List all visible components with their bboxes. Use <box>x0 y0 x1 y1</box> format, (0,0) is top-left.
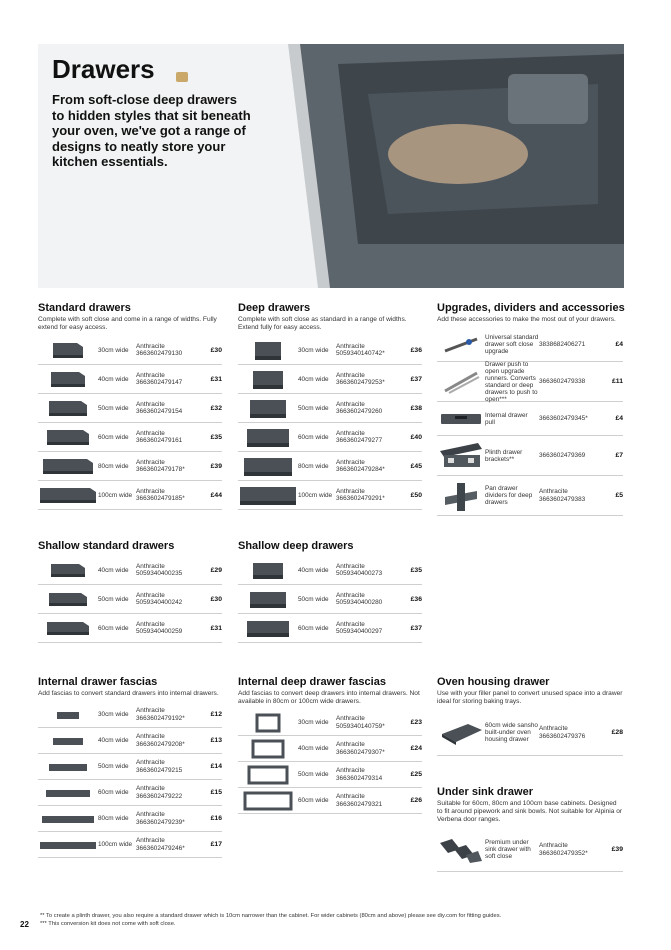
deep-drawer-icon <box>238 338 298 362</box>
internal-deep-fascias-section <box>238 676 422 814</box>
product-row: 50cm wide Anthracite 3663602479314 £25 <box>238 762 422 788</box>
product-row: 60cm wide Anthracite 5059340400297 £37 <box>238 614 422 643</box>
product-row: Premium under sink drawer with soft close Anthracite 3663602479352* £39 <box>437 828 623 872</box>
deep-fascia-icon <box>238 737 298 761</box>
product-row: 40cm wide Anthracite 5059340400235 £29 <box>38 556 222 585</box>
product-row: 40cm wide Anthracite 3663602479208* £13 <box>38 728 222 754</box>
product-row: 60cm wide Anthracite 3663602479222 £15 <box>38 780 222 806</box>
deep-drawer-icon <box>238 483 298 507</box>
price: £7 <box>615 452 623 459</box>
drawer-pull-icon <box>437 407 485 431</box>
drawer-icon <box>38 587 98 611</box>
product-row: 50cm wide Anthracite 3663602479260 £38 <box>238 394 422 423</box>
deep-drawer-icon <box>238 616 298 640</box>
drawer-icon <box>38 425 98 449</box>
product-row: 80cm wide Anthracite 3663602479284* £45 <box>238 452 422 481</box>
product-row: Drawer push to open upgrade runners. Converts standard or deep drawers to push to open*** 3663602479338 £11 <box>437 362 623 402</box>
product-row: 50cm wide Anthracite 5059340400280 £36 <box>238 585 422 614</box>
price: £25 <box>410 771 422 778</box>
fascia-icon <box>38 755 98 779</box>
price: £26 <box>410 797 422 804</box>
product-row: 30cm wide Anthracite 3663602479130 £30 <box>38 336 222 365</box>
standard-drawers-section <box>38 302 222 510</box>
section-title: Shallow standard drawers <box>38 540 175 552</box>
product-row: 50cm wide Anthracite 5059340400242 £30 <box>38 585 222 614</box>
drawer-icon <box>38 367 98 391</box>
product-row: 50cm wide Anthracite 3663602479154 £32 <box>38 394 222 423</box>
section-description: Complete with soft close and come in a range of widths. Fully extend for easy access. <box>38 316 217 331</box>
section-description: Suitable for 60cm, 80cm and 100cm base cabinets. Designed to fit around pipework and sink bowls. Not suitable for Alpinia or Verbena door ranges. <box>437 800 623 823</box>
price: £37 <box>410 375 422 383</box>
price: £29 <box>210 566 222 574</box>
price: £16 <box>210 815 222 822</box>
product-row: 80cm wide Anthracite 3663602479178* £39 <box>38 452 222 481</box>
pan-divider-icon <box>437 484 485 508</box>
price: £35 <box>410 566 422 574</box>
hero-intro: From soft-close deep drawers to hidden styles that sit beneath your oven, we've got a range of designs to neatly store your kitchen essentials. <box>52 92 251 169</box>
section-title: Internal drawer fascias <box>38 676 158 688</box>
price: £30 <box>210 346 222 354</box>
product-row: 60cm wide Anthracite 3663602479277 £40 <box>238 423 422 452</box>
page-title: Drawers <box>52 54 155 84</box>
sink-drawer-icon <box>437 838 485 862</box>
price: £13 <box>210 737 222 744</box>
deep-drawer-icon <box>238 558 298 582</box>
plinth-bracket-icon <box>437 444 485 468</box>
section-description: Add these accessories to make the most out of your drawers. <box>437 316 616 323</box>
price: £44 <box>210 491 222 499</box>
price: £24 <box>410 745 422 752</box>
product-row: Universal standard drawer soft close upgrade 3838682406271 £4 <box>437 328 623 362</box>
drawer-icon <box>38 396 98 420</box>
section-title: Internal deep drawer fascias <box>238 676 386 688</box>
footnote-conversion: *** This conversion kit does not come with soft close. <box>40 921 176 927</box>
section-description: Complete with soft close as standard in a range of widths. Extend fully for easy access. <box>238 316 407 331</box>
oven-tray-icon <box>437 721 485 745</box>
section-title: Oven housing drawer <box>437 676 550 688</box>
product-row: 60cm wide Anthracite 5059340400259 £31 <box>38 614 222 643</box>
deep-drawer-icon <box>238 587 298 611</box>
product-row: 50cm wide Anthracite 3663602479215 £14 <box>38 754 222 780</box>
price: £39 <box>210 462 222 470</box>
price: £35 <box>210 433 222 441</box>
deep-fascia-icon <box>238 763 298 787</box>
drawer-icon <box>38 454 98 478</box>
product-row: 60cm wide Anthracite 3663602479161 £35 <box>38 423 222 452</box>
price: £15 <box>210 789 222 796</box>
section-title: Standard drawers <box>38 302 131 314</box>
runner-icon <box>437 370 485 394</box>
price: £37 <box>410 624 422 632</box>
fascia-icon <box>38 807 98 831</box>
price: £28 <box>611 729 623 736</box>
section-title: Shallow deep drawers <box>238 540 354 552</box>
product-row: 100cm wide Anthracite 3663602479291* £50 <box>238 481 422 510</box>
drawer-icon <box>38 616 98 640</box>
deep-drawer-icon <box>238 367 298 391</box>
under-sink-section <box>437 786 623 872</box>
price: £31 <box>210 375 222 383</box>
drawer-icon <box>38 483 98 507</box>
product-row: 40cm wide Anthracite 3663602479253* £37 <box>238 365 422 394</box>
section-title: Deep drawers <box>238 302 311 314</box>
price: £4 <box>615 341 623 348</box>
price: £4 <box>615 415 623 422</box>
price: £39 <box>611 846 623 853</box>
section-description: Use with your filler panel to convert unused space into a drawer ideal for storing baking trays. <box>437 690 623 705</box>
deep-drawer-icon <box>238 425 298 449</box>
product-row: 30cm wide Anthracite 5059340140759* £23 <box>238 710 422 736</box>
price: £11 <box>612 378 623 385</box>
product-row: 60cm wide sansho built-under oven housing drawer Anthracite 3663602479376 £28 <box>437 710 623 756</box>
price: £32 <box>210 404 222 412</box>
oven-housing-section <box>437 676 623 756</box>
price: £23 <box>410 719 422 726</box>
product-row: 100cm wide Anthracite 3663602479246* £17 <box>38 832 222 858</box>
product-row: 40cm wide Anthracite 3663602479147 £31 <box>38 365 222 394</box>
price: £30 <box>210 595 222 603</box>
fascia-icon <box>38 729 98 753</box>
product-row: 40cm wide Anthracite 5059340400273 £35 <box>238 556 422 585</box>
fascia-icon <box>38 833 98 857</box>
price: £45 <box>410 462 422 470</box>
product-row: Internal drawer pull 3663602479345* £4 <box>437 402 623 436</box>
upgrades-section <box>437 302 623 516</box>
price: £14 <box>210 763 222 770</box>
deep-fascia-icon <box>238 711 298 735</box>
section-description: Add fascias to convert deep drawers into internal drawers. Not available in 80cm or 100cm wide drawers. <box>238 690 420 705</box>
footnote-plinth: ** To create a plinth drawer, you also require a standard drawer which is 10cm narrower than the cabinet. For wider cabinets (80cm and above) please see diy.com for fitting guides. <box>40 913 502 919</box>
price: £38 <box>410 404 422 412</box>
drawer-icon <box>38 558 98 582</box>
drawer-icon <box>38 338 98 362</box>
deep-fascia-icon <box>238 789 298 813</box>
price: £36 <box>410 346 422 354</box>
section-description: Add fascias to convert standard drawers into internal drawers. <box>38 690 219 697</box>
section-title: Upgrades, dividers and accessories <box>437 302 625 314</box>
product-row: 30cm wide Anthracite 3663602479192* £12 <box>38 702 222 728</box>
fascia-icon <box>38 781 98 805</box>
internal-fascias-section <box>38 676 222 858</box>
product-row: 30cm wide Anthracite 5059340140742* £36 <box>238 336 422 365</box>
product-row: 100cm wide Anthracite 3663602479185* £44 <box>38 481 222 510</box>
section-title: Under sink drawer <box>437 786 533 798</box>
fascia-icon <box>38 703 98 727</box>
hero-image <box>38 44 624 288</box>
price: £50 <box>410 491 422 499</box>
deep-drawer-icon <box>238 396 298 420</box>
product-row: 60cm wide Anthracite 3663602479321 £26 <box>238 788 422 814</box>
price: £12 <box>210 711 222 718</box>
price: £17 <box>210 841 222 848</box>
product-row: Pan drawer dividers for deep drawers Anthracite 3663602479383 £5 <box>437 476 623 516</box>
deep-drawer-icon <box>238 454 298 478</box>
price: £5 <box>615 492 623 499</box>
product-row: 80cm wide Anthracite 3663602479239* £16 <box>38 806 222 832</box>
shallow-deep-section <box>238 540 422 643</box>
page-number: 22 <box>20 920 29 929</box>
product-row: Plinth drawer brackets** 3663602479369 £7 <box>437 436 623 476</box>
price: £36 <box>410 595 422 603</box>
soft-close-icon <box>437 333 485 357</box>
product-row: 40cm wide Anthracite 3663602479307* £24 <box>238 736 422 762</box>
price: £31 <box>210 624 222 632</box>
deep-drawers-section <box>238 302 422 510</box>
shallow-standard-section <box>38 540 222 643</box>
price: £40 <box>410 433 422 441</box>
